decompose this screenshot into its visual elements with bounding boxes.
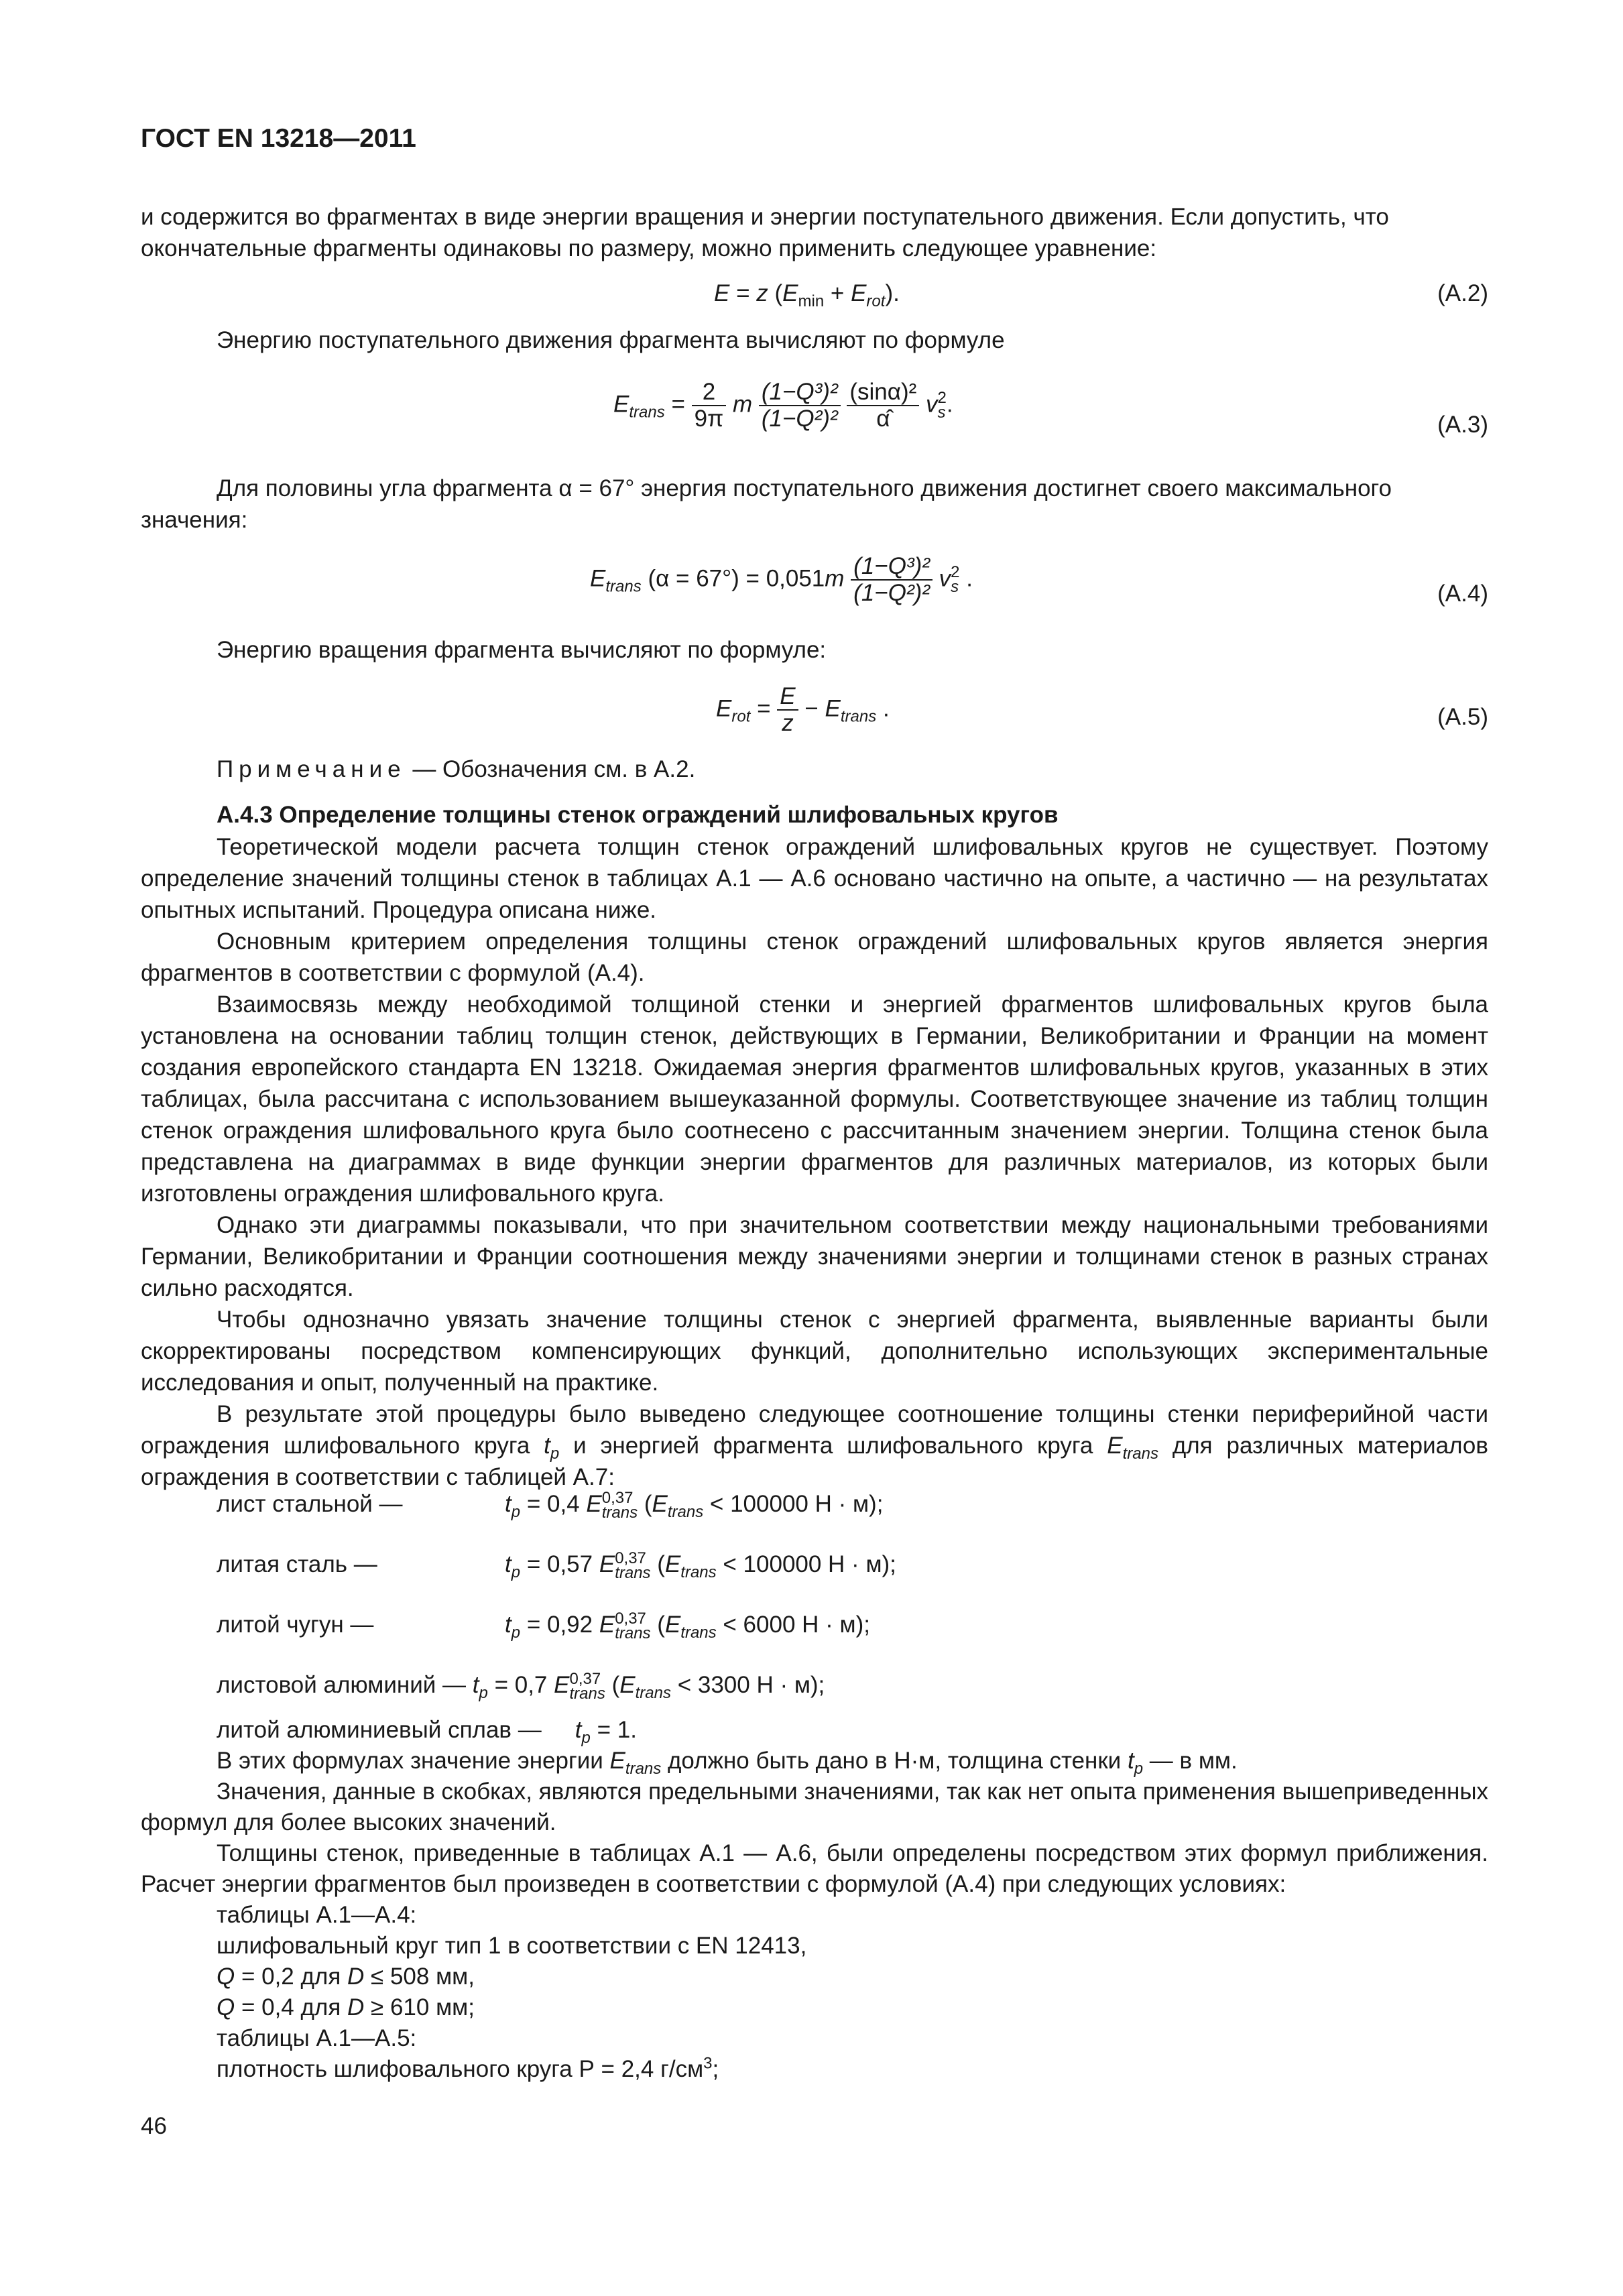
eq-a5-fraction: $\frac{E}{z}$ bbox=[777, 684, 798, 736]
equation-a2-number: (A.2) bbox=[1437, 280, 1488, 306]
eq-a4-v-scripts: 2 s bbox=[951, 563, 960, 596]
eq-a2-z: z bbox=[756, 280, 768, 306]
material-name: литая сталь — bbox=[217, 1551, 377, 1577]
note bbox=[217, 753, 695, 785]
material-name: листовой алюминий — bbox=[217, 1672, 467, 1698]
eq-a2-lhs: E bbox=[714, 280, 730, 306]
condition-wheel-type: шлифовальный круг тип 1 в соответствии с EN 12413, bbox=[217, 1933, 807, 1959]
eq-a4-lhs-sub: trans bbox=[605, 577, 642, 596]
eq-a4-arg: (α = 67°) = 0,051 bbox=[641, 565, 825, 592]
eq-a5-equals: = bbox=[750, 695, 778, 722]
eq-a5-lhs: E bbox=[716, 695, 732, 722]
body-paragraphs bbox=[141, 831, 1488, 1493]
paragraph: Однако эти диаграммы показывали, что при значительном соответствии между национальными требованиями Германии, Великобритании и Франции соотношения между значениями энергии и толщинами стенок в разных странах сильно расходятся. bbox=[141, 1212, 1488, 1301]
material-row: лист стальной — $t_p = 0,4$ E 0,37 trans ($E_{trans} < 100000$ Н · м); bbox=[217, 1488, 884, 1522]
eq-a5-e: E bbox=[825, 695, 841, 722]
eq-a2-e1-sub: min bbox=[798, 292, 825, 310]
condition-q-small: Q = 0,2 для D ≤ 508 мм, bbox=[217, 1963, 475, 1990]
equation-a5 bbox=[716, 684, 890, 736]
eq-a5-minus: − bbox=[798, 695, 825, 722]
lower-text-block bbox=[141, 1715, 1488, 2085]
intro-line-1: и содержится во фрагментах в виде энергии вращения и энергии поступательного движения. Если допустить, что bbox=[141, 204, 1389, 230]
eq-a4-end: . bbox=[959, 565, 973, 592]
paragraph: Теоретической модели расчета толщин стенок ограждений шлифовальных кругов не существует. Поэтому определение значений толщины стенок в таблицах А.1 — А.6 основано частично на опыте, а частично — на результатах опытных испытаний. Процедура описана ниже. bbox=[141, 834, 1488, 923]
material-name: лист стальной — bbox=[217, 1491, 403, 1517]
eq-a3-equals: = bbox=[664, 391, 692, 418]
eq-a2-e2: E bbox=[851, 280, 867, 306]
eq-a2-open: ( bbox=[768, 280, 783, 306]
rot-intro: Энергию вращения фрагмента вычисляют по формуле: bbox=[217, 637, 827, 663]
section-title: А.4.3 Определение толщины стенок ограждений шлифовальных кругов bbox=[217, 802, 1059, 828]
eq-a2-plus: + bbox=[824, 280, 851, 306]
eq-a4-v: v bbox=[939, 565, 951, 592]
eq-a4-lhs: E bbox=[590, 565, 606, 592]
material-name: литой чугун — bbox=[217, 1612, 374, 1638]
eq-a5-e-sub: trans bbox=[840, 707, 877, 726]
eq-a2-equals: = bbox=[729, 280, 757, 306]
note-label: Примечание bbox=[217, 756, 406, 782]
paragraph: Основным критерием определения толщины стенок ограждений шлифовальных кругов является энергия фрагментов в соответствии с формулой (А.4). bbox=[141, 928, 1488, 986]
eq-a3-lhs: E bbox=[613, 391, 629, 418]
eq-a3-m: m bbox=[732, 391, 753, 418]
eq-a4-q-fraction: $\frac{\text{(1−Q³)²}}{\text{(1−Q²)²}}$ bbox=[851, 554, 933, 606]
eq-a3-sin-fraction: $\frac{\text{(sinα)²}}{\alphâ}$ bbox=[847, 379, 919, 432]
equation-a4 bbox=[590, 554, 973, 606]
paragraph: Взаимосвязь между необходимой толщиной стенки и энергией фрагментов шлифовальных кругов была установлена на основании таблиц толщин стенок, действующих в Германии, Великобритании и Франции на момент создания европейского стандарта EN 13218. Ожидаемая энергия фрагментов шлифовальных кругов, указанных в этих таблицах, была рассчитана с использованием вышеуказанной формулы. Соответствующее значение из таблиц толщин стенок ограждения шлифовального круга было соотнесено с рассчитанным значением энергии. Толщина стенок была представлена на диаграммах в виде функции энергии фрагментов для различных материалов, из которых были изготовлены ограждения шлифовального круга. bbox=[141, 991, 1488, 1207]
trans-intro: Энергию поступательного движения фрагмента вычисляют по формуле bbox=[217, 327, 1005, 353]
result-paragraph: В результате этой процедуры было выведено следующее соотношение толщины стенки периферийной части ограждения шлифовального круга $t_p$ и энергией фрагмента шлифовального круга $E_{trans}$ для различных материалов ограждения в соответствии с таблицей А.7: bbox=[141, 1401, 1488, 1490]
eq-a3-v: v bbox=[926, 391, 938, 418]
note-text: — Обозначения см. в А.2. bbox=[406, 756, 696, 782]
equation-a3 bbox=[613, 379, 953, 432]
material-row: литая сталь — $t_p = 0,57$ E 0,37 trans ($E_{trans} < 100000$ Н · м); bbox=[217, 1549, 896, 1582]
paragraph: Чтобы однозначно увязать значение толщины стенок с энергией фрагмента, выявленные варианты были скорректированы посредством компенсирующих функций, дополнительно использующих экспериментальные исследования и опыт, полученный на практике. bbox=[141, 1307, 1488, 1396]
eq-a3-v-scripts: 2 s bbox=[937, 389, 947, 422]
half-angle-line-2: значения: bbox=[141, 507, 248, 533]
eq-a2-e1: E bbox=[782, 280, 798, 306]
eq-a3-end: . bbox=[946, 391, 953, 418]
equation-a3-number: (A.3) bbox=[1437, 412, 1488, 438]
condition-tables-2: таблицы А.1—А.5: bbox=[217, 2025, 417, 2051]
equation-a4-number: (A.4) bbox=[1437, 581, 1488, 607]
eq-a3-q-fraction: $\frac{\text{(1−Q³)²}}{\text{(1−Q²)²}}$ bbox=[759, 379, 841, 432]
half-angle-paragraph bbox=[141, 473, 1488, 536]
eq-a5-end: . bbox=[876, 695, 890, 722]
document-header: ГОСТ EN 13218—2011 bbox=[141, 124, 416, 153]
material-row: листовой алюминий — $t_p = 0,7$ E 0,37 trans ($E_{trans} < 3300$ Н · м); bbox=[217, 1669, 825, 1703]
eq-a2-close: ). bbox=[885, 280, 900, 306]
eq-a4-m: m bbox=[825, 565, 845, 592]
units-line: В этих формулах значение энергии $E_{trans}$ должно быть дано в Н·м, толщина стенки $t_p$ — в мм. bbox=[217, 1748, 1238, 1778]
intro-paragraph bbox=[141, 201, 1488, 264]
eq-a5-lhs-sub: rot bbox=[731, 707, 751, 726]
eq-a3-const-fraction: $\frac{2}{9\pi}$ bbox=[692, 379, 727, 432]
limits-paragraph: Значения, данные в скобках, являются предельными значениями, так как нет опыта применения вышеприведенных формул для более высоких значений. bbox=[141, 1778, 1488, 1835]
tables-paragraph: Толщины стенок, приведенные в таблицах А.1 — А.6, были определены посредством этих формул приближения. Расчет энергии фрагментов был произведен в соответствии с формулой (А.4) при следующих условиях: bbox=[141, 1840, 1488, 1897]
condition-q-large: Q = 0,4 для D ≥ 610 мм; bbox=[217, 1994, 475, 2020]
condition-density: плотность шлифовального круга Р = 2,4 $г/см^3$; bbox=[217, 2054, 719, 2082]
half-angle-line-1: Для половины угла фрагмента α = 67° энергия поступательного движения достигнет своего максимального bbox=[217, 475, 1392, 501]
eq-a2-e2-sub: rot bbox=[866, 292, 886, 310]
alloy-line: литой алюминиевый сплав — $t_p = 1$. bbox=[217, 1717, 637, 1747]
condition-tables-1: таблицы А.1—А.4: bbox=[217, 1902, 417, 1928]
equation-a5-number: (A.5) bbox=[1437, 704, 1488, 730]
equation-a2 bbox=[714, 278, 900, 309]
eq-a3-lhs-sub: trans bbox=[629, 403, 665, 422]
intro-line-2: окончательные фрагменты одинаковы по размеру, можно применить следующее уравнение: bbox=[141, 235, 1157, 261]
page-number: 46 bbox=[141, 2113, 167, 2139]
material-row: литой чугун — $t_p = 0,92$ E 0,37 trans ($E_{trans} < 6000$ Н · м); bbox=[217, 1609, 870, 1642]
